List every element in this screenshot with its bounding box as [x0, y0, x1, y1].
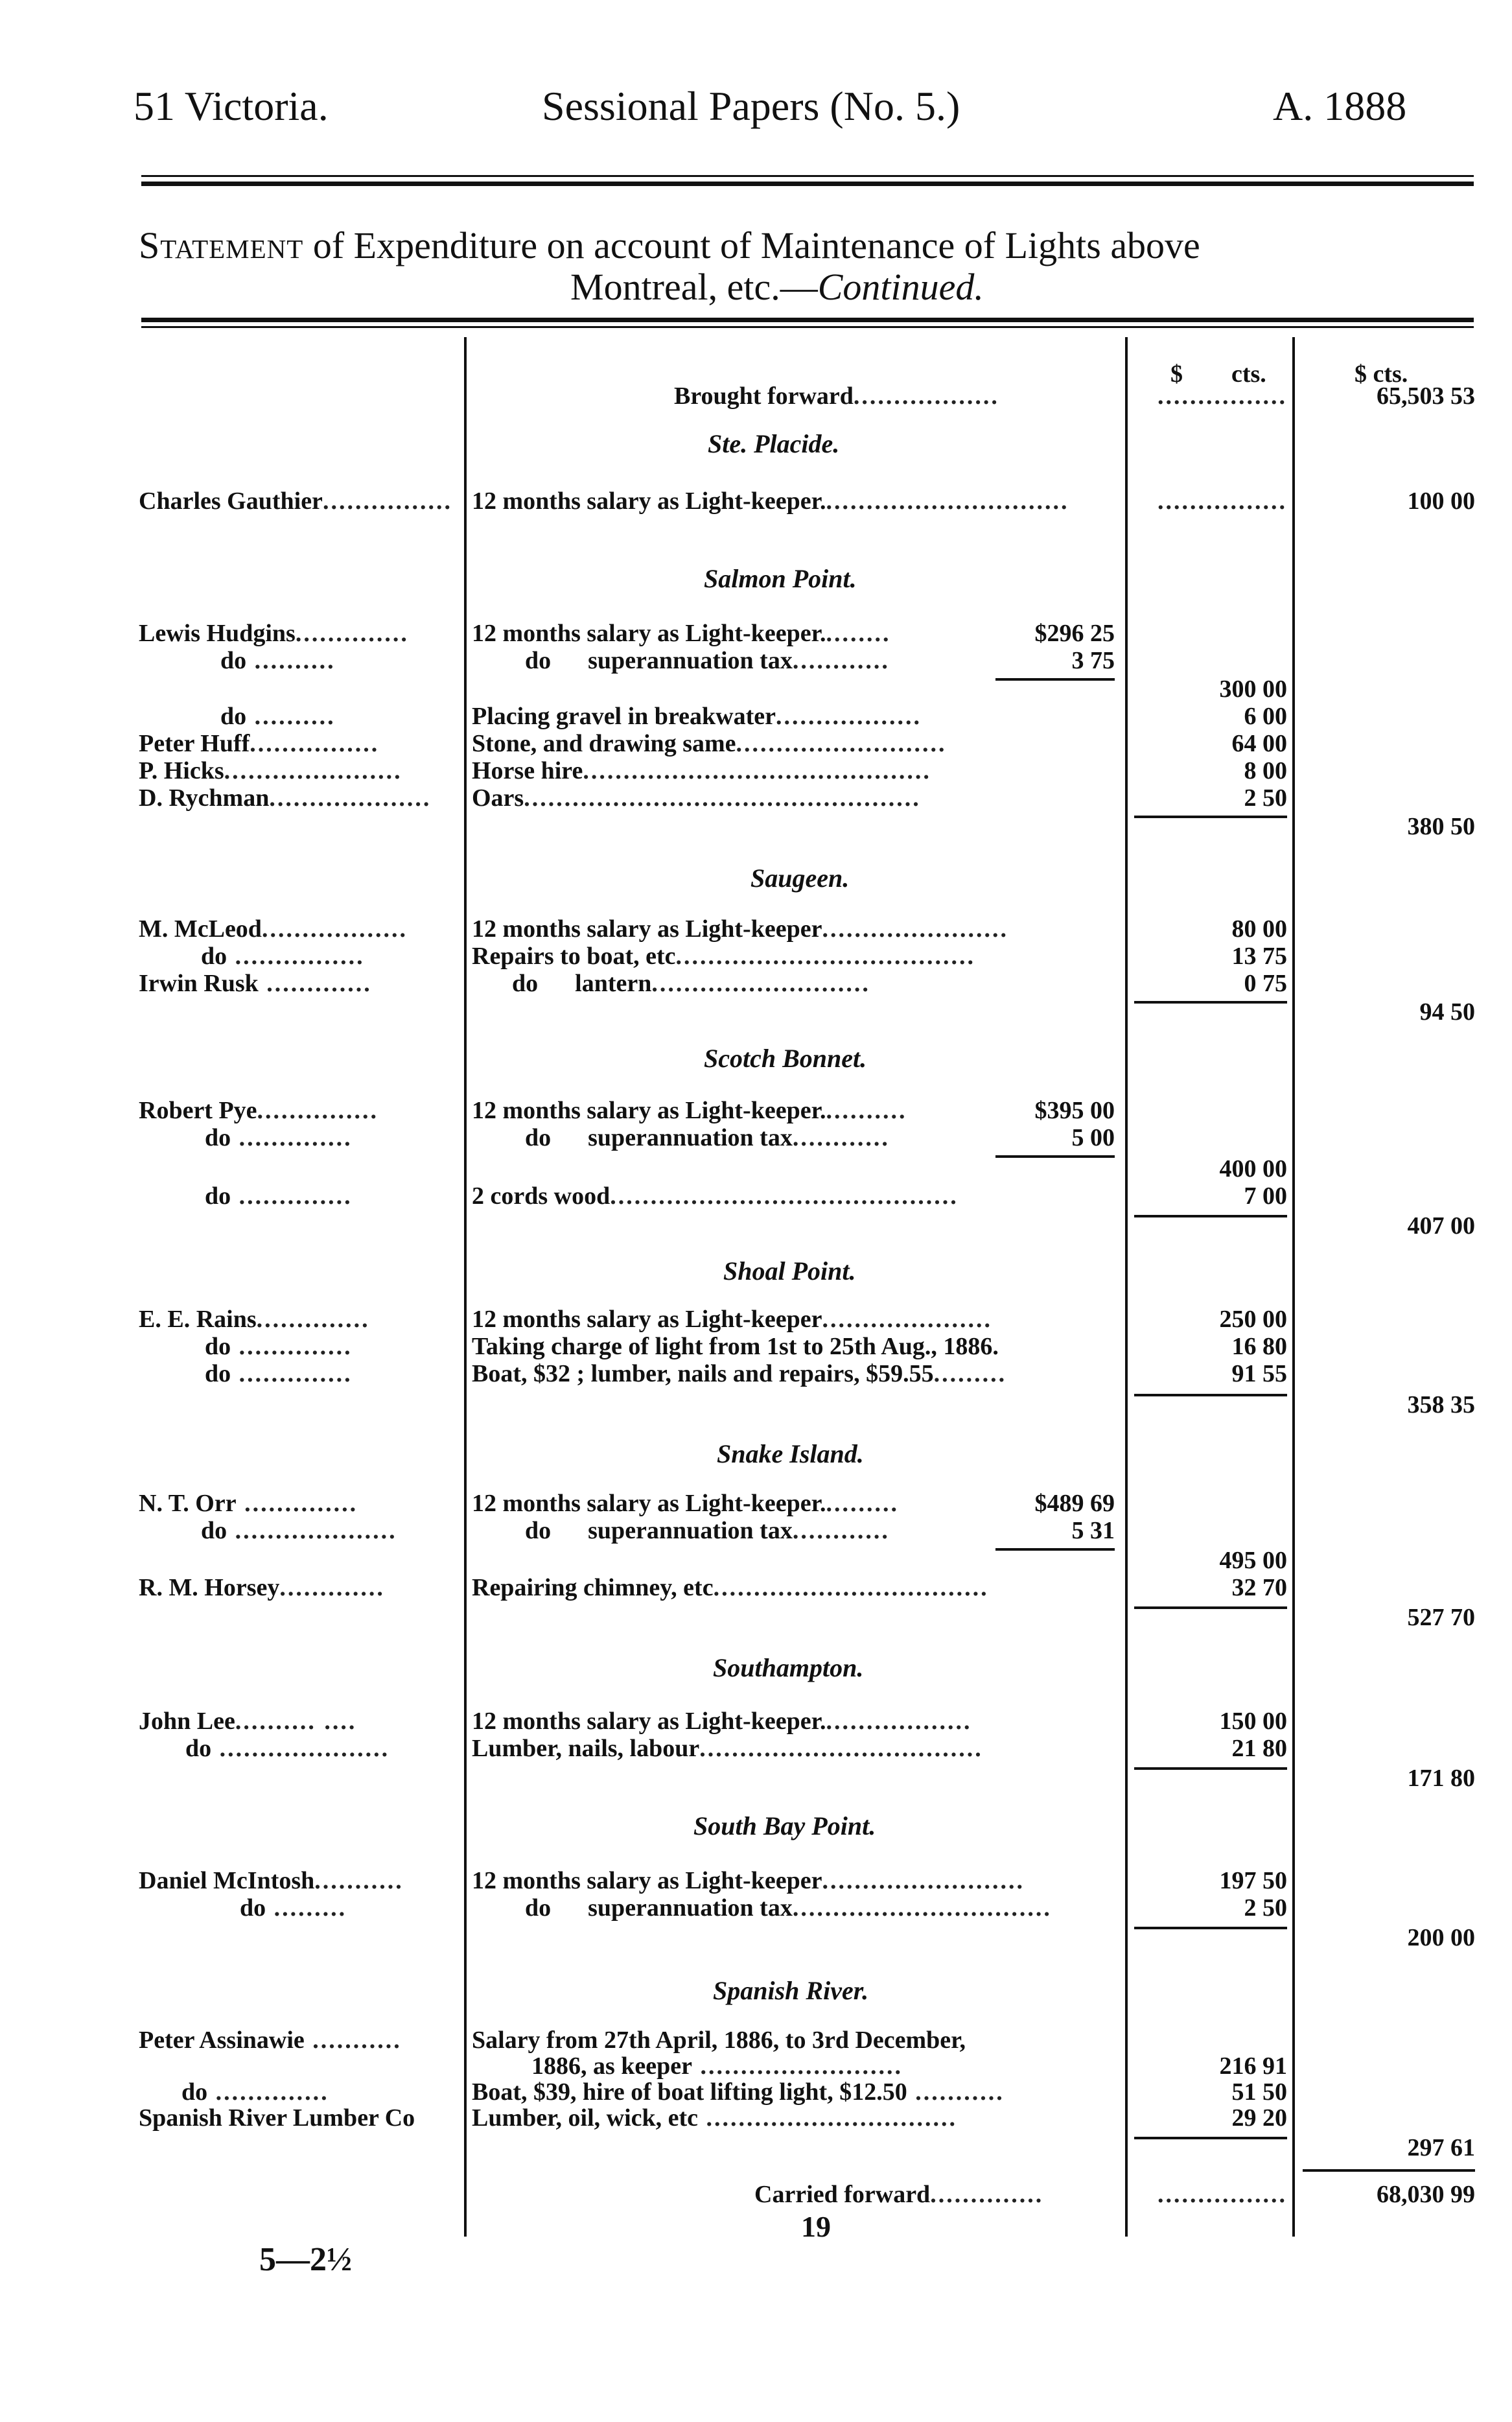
- payee-name: Daniel McIntosh...........: [139, 1867, 404, 1894]
- col2-head: $ cts.: [1355, 360, 1408, 388]
- expense-description: Boat, $32 ; lumber, nails and repairs, $59.55.........: [472, 1360, 1007, 1387]
- amount: 29 20: [1231, 2104, 1287, 2132]
- expense-description: 2 cords wood...........................................: [472, 1182, 959, 1210]
- header-year: A. 1888: [1273, 83, 1407, 129]
- expense-description: Repairing chimney, etc..................................: [472, 1574, 989, 1601]
- amount: 7 00: [1244, 1182, 1287, 1210]
- sub-amount: $395 00: [1034, 1097, 1115, 1124]
- expense-description: 12 months salary as Light-keeper..........: [472, 1490, 899, 1517]
- amount: 8 00: [1244, 757, 1287, 784]
- carried-forward-total: 68,030 99: [1377, 2181, 1475, 2208]
- amount: 32 70: [1231, 1574, 1287, 1601]
- amount: 2 50: [1244, 784, 1287, 812]
- table-rule-names: [464, 337, 467, 2237]
- section-total: 380 50: [1407, 813, 1475, 840]
- payee-name: do ..........: [220, 647, 336, 674]
- leader-dots: ..............: [930, 2181, 1044, 2208]
- amount: 6 00: [1244, 703, 1287, 730]
- carried-forward-label: Carried forward: [754, 2181, 931, 2208]
- payee-name: Charles Gauthier................: [139, 488, 452, 515]
- expense-description: 12 months salary as Light-keeper...............................: [472, 488, 1069, 515]
- section-heading: Scotch Bonnet.: [704, 1044, 867, 1073]
- expense-description: Lumber, nails, labour...................................: [472, 1735, 983, 1762]
- amount: 91 55: [1231, 1360, 1287, 1387]
- brought-forward-dots: ................: [1157, 382, 1287, 410]
- col1-cents-head: cts.: [1231, 360, 1266, 388]
- header-volume: 51 Victoria.: [134, 83, 329, 129]
- section-heading: Spanish River.: [713, 1976, 869, 2005]
- section-total: 94 50: [1419, 998, 1475, 1026]
- payee-name: Lewis Hudgins..............: [139, 620, 409, 647]
- section-sum-rule: [1134, 1001, 1287, 1004]
- expense-description: 12 months salary as Light-keeper...........: [472, 1097, 907, 1124]
- payee-name: Peter Huff................: [139, 730, 380, 757]
- amount: 13 75: [1231, 943, 1287, 970]
- expense-description: 12 months salary as Light-keeper.........................: [472, 1867, 1025, 1894]
- statement-title-line2: [570, 266, 984, 309]
- sub-amount: 5 31: [1071, 1517, 1115, 1544]
- statement-title-text: of Expenditure on account of Maintenance of Lights above: [303, 224, 1200, 266]
- payee-name: do .....................: [185, 1735, 390, 1762]
- amount: 21 80: [1231, 1735, 1287, 1762]
- payee-name: P. Hicks......................: [139, 757, 402, 784]
- carried-forward-rule: [1303, 2169, 1475, 2172]
- amount: 150 00: [1219, 1708, 1287, 1735]
- section-total: 297 61: [1407, 2134, 1475, 2161]
- subtotal-rule: [995, 1548, 1115, 1551]
- section-sum-rule: [1134, 2137, 1287, 2139]
- section-total: 358 35: [1407, 1391, 1475, 1418]
- sub-amount: 5 00: [1071, 1124, 1115, 1151]
- section-heading: Saugeen.: [750, 864, 850, 893]
- expense-description: Lumber, oil, wick, etc ...............................: [472, 2104, 958, 2132]
- brought-forward-label: Brought forward: [674, 382, 854, 410]
- section-total: 171 80: [1407, 1765, 1475, 1792]
- amount: 216 91: [1219, 2052, 1287, 2080]
- payee-name: do ..............: [205, 1182, 353, 1210]
- payee-name: Robert Pye...............: [139, 1097, 379, 1124]
- expense-description: Horse hire...........................................: [472, 757, 931, 784]
- payee-name: do ..............: [205, 1333, 353, 1360]
- expense-description: Repairs to boat, etc.....................................: [472, 943, 975, 970]
- amount: 0 75: [1244, 970, 1287, 997]
- signature-mark: 5—2½: [259, 2241, 352, 2278]
- payee-name: Peter Assinawie ...........: [139, 2027, 402, 2054]
- expense-description: Taking charge of light from 1st to 25th Aug., 1886.: [472, 1333, 999, 1360]
- carried-forward-dots: ................: [1157, 2181, 1287, 2208]
- expense-description: 12 months salary as Light-keeper...................: [472, 1708, 972, 1735]
- amount: 51 50: [1231, 2078, 1287, 2106]
- title-rule-thick: [141, 318, 1474, 322]
- expense-description: 12 months salary as Light-keeper.....................: [472, 1306, 992, 1333]
- payee-name: do .........: [240, 1894, 347, 1922]
- amount: 250 00: [1219, 1306, 1287, 1333]
- payee-name: N. T. Orr ..............: [139, 1490, 358, 1517]
- payee-name: do ..........: [220, 703, 336, 730]
- expense-description: 1886, as keeper .........................: [531, 2052, 903, 2080]
- amount: 300 00: [1219, 676, 1287, 703]
- section-total: 527 70: [1407, 1604, 1475, 1631]
- section-total: 407 00: [1407, 1212, 1475, 1240]
- expense-description: Salary from 27th April, 1886, to 3rd December,: [472, 2027, 966, 2054]
- amount: 64 00: [1231, 730, 1287, 757]
- section-sum-rule: [1134, 1606, 1287, 1609]
- amount-dots: ................: [1157, 488, 1287, 515]
- sub-amount: $296 25: [1034, 620, 1115, 647]
- payee-name: do ..............: [205, 1360, 353, 1387]
- leader-dots: ..................: [853, 382, 999, 410]
- section-total: 100 00: [1407, 488, 1475, 515]
- expense-description: do superannuation tax............: [525, 647, 890, 674]
- section-sum-rule: [1134, 1927, 1287, 1929]
- expense-description: do superannuation tax............: [525, 1517, 890, 1544]
- expense-description: do lantern...........................: [512, 970, 870, 997]
- col1-dollar-head: $: [1170, 360, 1183, 388]
- expense-description: Boat, $39, hire of boat lifting light, $12.50 ...........: [472, 2078, 1005, 2106]
- payee-name: do ....................: [201, 1517, 397, 1544]
- header-rule-thick: [141, 182, 1474, 186]
- expense-description: Stone, and drawing same..........................: [472, 730, 947, 757]
- payee-name: M. McLeod..................: [139, 915, 408, 943]
- amount: 80 00: [1231, 915, 1287, 943]
- statement-lead-word: Statement: [139, 224, 304, 266]
- amount: 16 80: [1231, 1333, 1287, 1360]
- section-sum-rule: [1134, 816, 1287, 818]
- section-total: 200 00: [1407, 1924, 1475, 1951]
- statement-title-continued-italic: Continued.: [817, 266, 984, 308]
- amount: 400 00: [1219, 1155, 1287, 1182]
- section-sum-rule: [1134, 1767, 1287, 1770]
- section-sum-rule: [1134, 1394, 1287, 1396]
- amount: 495 00: [1219, 1547, 1287, 1574]
- section-heading: Snake Island.: [717, 1439, 864, 1468]
- title-rule-thin: [141, 326, 1474, 328]
- payee-name: E. E. Rains..............: [139, 1306, 370, 1333]
- section-heading: Ste. Placide.: [708, 429, 840, 458]
- header-sessional-papers: Sessional Papers (No. 5.): [542, 83, 960, 129]
- amount: 197 50: [1219, 1867, 1287, 1894]
- payee-name: R. M. Horsey.............: [139, 1574, 385, 1601]
- statement-title-continued-plain: Montreal, etc.—: [570, 266, 818, 308]
- subtotal-rule: [995, 1155, 1115, 1158]
- section-heading: South Bay Point.: [693, 1811, 876, 1840]
- payee-name: do ..............: [205, 1124, 353, 1151]
- subtotal-rule: [995, 678, 1115, 681]
- section-heading: Southampton.: [713, 1653, 864, 1682]
- expense-description: do superannuation tax............: [525, 1124, 890, 1151]
- payee-name: Irwin Rusk .............: [139, 970, 372, 997]
- payee-name: Spanish River Lumber Co: [139, 2104, 415, 2132]
- table-rule-description: [1125, 337, 1128, 2237]
- expense-description: 12 months salary as Light-keeper.........: [472, 620, 891, 647]
- amount: 2 50: [1244, 1894, 1287, 1922]
- statement-title-line1: [139, 224, 1200, 267]
- sub-amount: 3 75: [1071, 647, 1115, 674]
- payee-name: do ................: [201, 943, 365, 970]
- section-heading: Salmon Point.: [704, 564, 857, 593]
- expense-description: 12 months salary as Light-keeper.......................: [472, 915, 1008, 943]
- payee-name: do ..............: [181, 2078, 329, 2106]
- section-sum-rule: [1134, 1215, 1287, 1217]
- brought-forward-row: [674, 382, 1115, 410]
- sub-amount: $489 69: [1034, 1490, 1115, 1517]
- expense-description: Oars.................................................: [472, 784, 921, 812]
- payee-name: John Lee.......... ....: [139, 1708, 357, 1735]
- header-rule-thin: [141, 175, 1474, 177]
- carried-forward-row: [754, 2181, 1117, 2208]
- brought-forward-total: 65,503 53: [1377, 382, 1475, 410]
- expense-description: Placing gravel in breakwater..................: [472, 703, 922, 730]
- payee-name: D. Rychman....................: [139, 784, 432, 812]
- section-heading: Shoal Point.: [723, 1256, 856, 1286]
- expense-description: do superannuation tax................................: [525, 1894, 1052, 1922]
- table-rule-amounts: [1292, 337, 1295, 2237]
- page-number: 19: [801, 2210, 831, 2243]
